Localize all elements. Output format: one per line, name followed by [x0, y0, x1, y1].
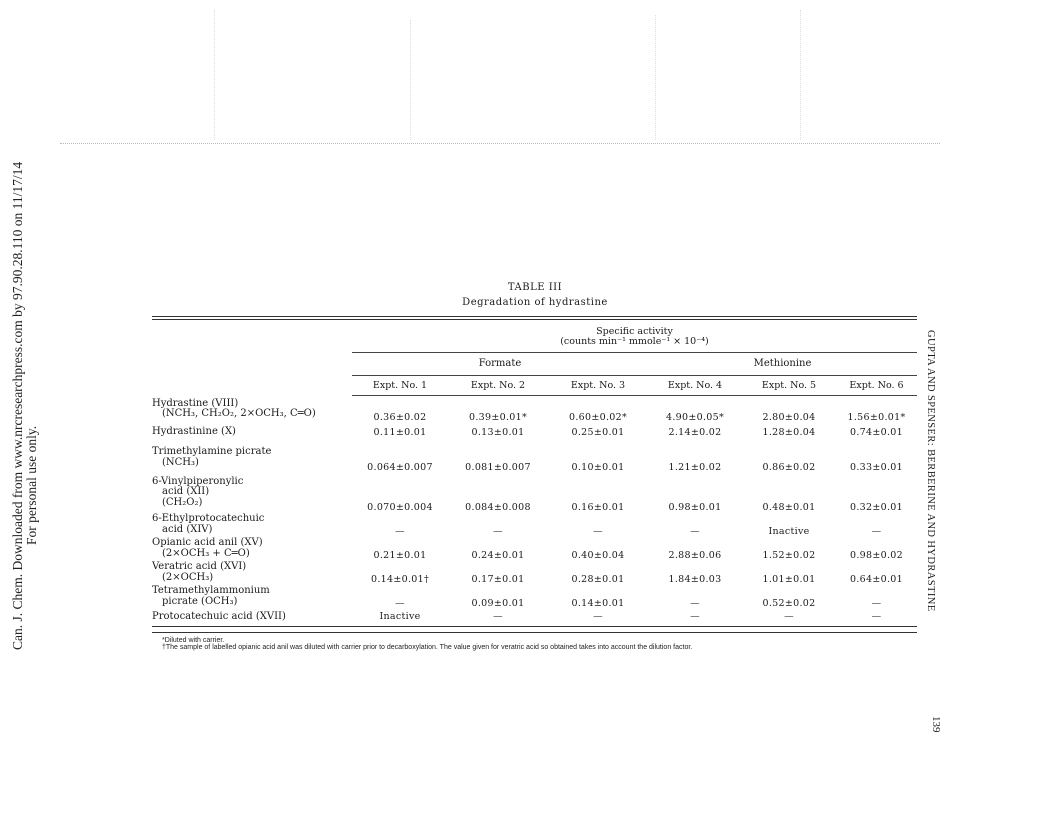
group-formate: Formate	[352, 353, 648, 376]
compound-name: Opianic acid anil (XV)	[152, 537, 263, 548]
activity-value: 0.36±0.02	[373, 411, 427, 423]
table-bottom-rule	[152, 632, 917, 633]
activity-value: —	[690, 525, 700, 537]
compound-subline: acid (XII)	[162, 486, 210, 498]
activity-value: —	[648, 609, 742, 627]
table-row	[152, 537, 917, 561]
compound-name: Veratric acid (XVI)	[152, 561, 247, 572]
activity-value: 1.01±0.01	[762, 573, 816, 585]
activity-value: 0.14±0.01	[571, 597, 625, 609]
activity-value: —	[836, 609, 917, 627]
compound-name: Hydrastine (VIII)	[152, 397, 239, 409]
compound-name: Protocatechuic acid (XVII)	[152, 611, 286, 622]
activity-value: 0.11±0.01	[373, 426, 427, 438]
specific-activity-label: Specific activity	[596, 326, 673, 338]
scan-rule	[60, 143, 940, 144]
column-header: Expt. No. 5	[742, 376, 836, 396]
activity-value: —	[548, 609, 648, 627]
activity-value: —	[493, 525, 503, 537]
compound-name: Trimethylamine picrate	[152, 446, 272, 457]
activity-value: 0.21±0.01	[373, 549, 427, 561]
specific-activity-header	[352, 322, 917, 353]
footnote: *Diluted with carrier.	[162, 637, 225, 644]
footnote: †The sample of labelled opianic acid anil was diluted with carrier prior to decarboxylation. The value given for veratric acid so obtained takes into account the dilution factor.	[162, 644, 693, 651]
compound-cell	[152, 443, 352, 473]
compound-subline: (2×OCH₃)	[162, 571, 214, 583]
watermark-line-1: Can. J. Chem. Downloaded from www.nrcresearchpress.com by 97.90.28.110 on 11/17/14	[10, 161, 25, 650]
compound-name: 6-Vinylpiperonylic	[152, 475, 244, 487]
table-title: TABLE III	[507, 282, 563, 293]
activity-value: 0.39±0.01*	[468, 411, 527, 423]
download-watermark	[2, 160, 42, 660]
compound-cell	[152, 537, 352, 561]
activity-value: —	[690, 597, 700, 609]
running-head: GUPTA AND SPENSER: BERBERINE AND HYDRASTINE	[925, 330, 936, 612]
activity-value: 0.64±0.01	[850, 573, 903, 585]
column-header: Expt. No. 2	[448, 376, 548, 396]
table-row	[152, 513, 917, 537]
table-row	[152, 609, 917, 627]
column-header: Expt. No. 4	[648, 376, 742, 396]
activity-value: —	[593, 525, 603, 537]
activity-value: 0.064±0.007	[367, 461, 433, 473]
compound-cell	[152, 473, 352, 513]
activity-value: 1.84±0.03	[668, 573, 722, 585]
table-row	[152, 561, 917, 585]
activity-value: 0.070±0.004	[367, 501, 433, 513]
activity-value: 0.48±0.01	[762, 501, 816, 513]
compound-cell	[152, 585, 352, 609]
scan-noise	[214, 10, 215, 140]
activity-value: 0.084±0.008	[465, 501, 531, 513]
activity-value: 0.32±0.01	[850, 501, 903, 513]
compound-subline: (CH₂O₂)	[162, 496, 203, 508]
activity-value: —	[448, 609, 548, 627]
group-methionine: Methionine	[648, 353, 917, 376]
scan-noise	[410, 20, 411, 140]
activity-value: 2.88±0.06	[668, 549, 722, 561]
compound-subline: (NCH₃, CH₂O₂, 2×OCH₃, C═O)	[162, 408, 316, 419]
activity-value: 0.98±0.01	[668, 501, 722, 513]
activity-value: Inactive	[352, 609, 448, 627]
activity-value: 0.86±0.02	[762, 461, 816, 473]
activity-value: 1.52±0.02	[762, 549, 816, 561]
watermark-line-2: For personal use only.	[24, 425, 39, 545]
table-row	[152, 443, 917, 473]
activity-value: 0.16±0.01	[571, 501, 625, 513]
activity-value: 0.09±0.01	[471, 597, 525, 609]
activity-value: 0.25±0.01	[571, 426, 625, 438]
activity-value: 0.98±0.02	[850, 549, 903, 561]
table-caption: Degradation of hydrastine	[462, 297, 608, 308]
activity-value: 0.52±0.02	[762, 597, 816, 609]
activity-value: 1.28±0.04	[762, 426, 816, 438]
activity-value: 0.17±0.01	[471, 573, 525, 585]
activity-value: 1.21±0.02	[668, 461, 722, 473]
activity-value: Inactive	[768, 525, 810, 537]
activity-value: 1.56±0.01*	[847, 411, 906, 423]
table-row	[152, 473, 917, 513]
specific-activity-units: (counts min⁻¹ mmole⁻¹ × 10⁻⁴)	[560, 336, 709, 347]
table-row	[152, 396, 917, 423]
degradation-table	[152, 322, 917, 627]
activity-value: 2.14±0.02	[668, 426, 722, 438]
activity-value: 4.90±0.05*	[665, 411, 724, 423]
column-header: Expt. No. 6	[836, 376, 917, 396]
compound-cell	[152, 423, 352, 443]
stub-header	[152, 322, 352, 353]
activity-value: 0.14±0.01†	[370, 573, 429, 585]
column-header: Expt. No. 1	[352, 376, 448, 396]
activity-value: 0.28±0.01	[571, 573, 625, 585]
compound-cell	[152, 513, 352, 537]
activity-value: —	[395, 525, 405, 537]
compound-subline: acid (XIV)	[162, 523, 213, 535]
activity-value: —	[871, 525, 882, 537]
table-top-rule	[152, 319, 917, 320]
table-row	[152, 585, 917, 609]
compound-subline: (NCH₃)	[162, 456, 199, 468]
compound-cell	[152, 396, 352, 423]
column-header: Expt. No. 3	[548, 376, 648, 396]
compound-name: Hydrastinine (X)	[152, 426, 236, 438]
activity-value: 0.40±0.04	[571, 549, 625, 561]
activity-value: 0.74±0.01	[850, 426, 903, 438]
compound-cell	[152, 609, 352, 627]
compound-subline: (2×OCH₃ + C═O)	[162, 547, 250, 559]
activity-value: 0.081±0.007	[465, 461, 531, 473]
table-row	[152, 423, 917, 443]
activity-value: —	[871, 597, 882, 609]
activity-value: —	[742, 609, 836, 627]
compound-subline: picrate (OCH₃)	[162, 595, 238, 607]
activity-value: 2.80±0.04	[762, 411, 816, 423]
page-number: 139	[930, 716, 942, 733]
table-body	[152, 396, 917, 627]
compound-name: 6-Ethylprotocatechuic	[152, 513, 265, 524]
scan-noise	[655, 15, 656, 140]
scan-noise	[800, 10, 801, 140]
compound-name: Tetramethylammonium	[152, 585, 270, 596]
activity-value: 0.13±0.01	[471, 426, 525, 438]
activity-value: 0.33±0.01	[850, 461, 903, 473]
table-top-rule	[152, 316, 917, 317]
activity-value: —	[395, 597, 405, 609]
activity-value: 0.60±0.02*	[568, 411, 627, 423]
activity-value: 0.24±0.01	[471, 549, 525, 561]
activity-value: 0.10±0.01	[571, 461, 625, 473]
compound-cell	[152, 561, 352, 585]
